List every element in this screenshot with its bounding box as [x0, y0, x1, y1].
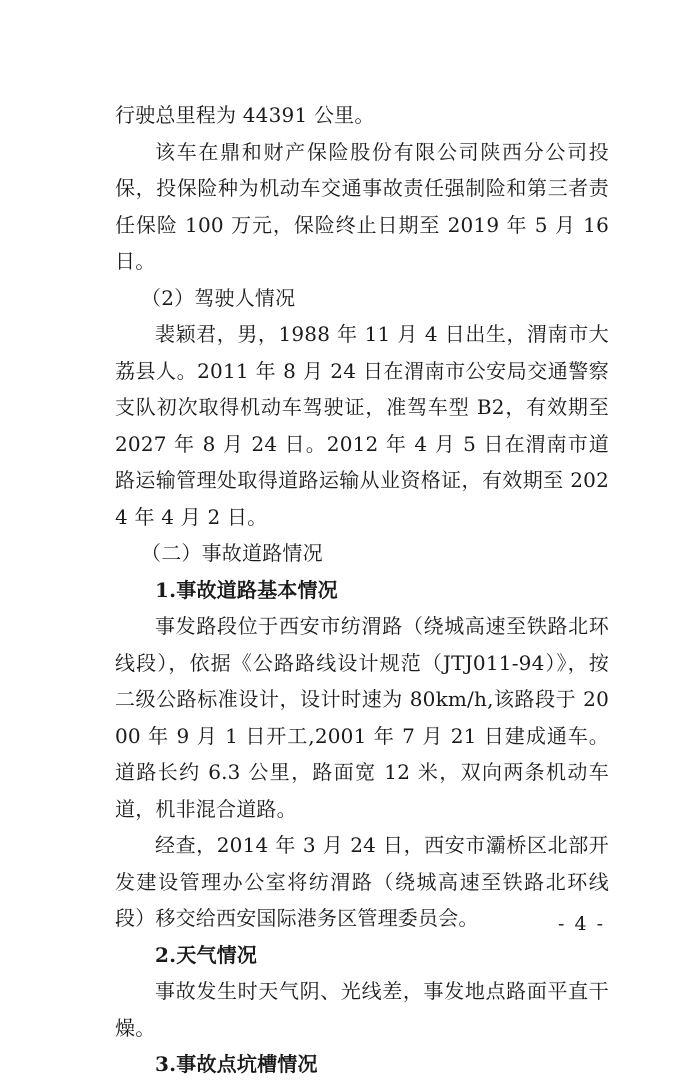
paragraph-weather: 事故发生时天气阴、光线差，事发地点路面平直干燥。 [115, 979, 609, 1040]
page-number: - 4 - [558, 913, 606, 935]
paragraph-insurance: 该车在鼎和财产保险股份有限公司陕西分公司投保，投保险种为机动车交通事故责任强制险和第三者责任保险 100 万元，保险终止日期至 2019 年 5 月 16 日。 [115, 139, 609, 273]
section-heading-road: （二）事故道路情况 [141, 541, 323, 565]
heading-pothole: 3.事故点坑槽情况 [155, 1052, 318, 1076]
subheading-driver: （2）驾驶人情况 [141, 285, 296, 310]
paragraph-road-handover: 经查，2014 年 3 月 24 日，西安市灞桥区北部开发建设管理办公室将纺渭路（绕城高速至铁路北环线段）移交给西安国际港务区管理委员会。 [115, 833, 609, 930]
document-body [115, 97, 609, 1083]
paragraph-mileage: 行驶总里程为 44391 公里。 [115, 103, 375, 127]
heading-weather: 2.天气情况 [155, 942, 258, 967]
paragraph-road-basics: 事发路段位于西安市纺渭路（绕城高速至铁路北环线段），依据《公路路线设计规范（JTJ011-94）》，按二级公路标准设计，设计时速为 80km/h,该路段于 2000 年 9 月 1 日开工,2001 年 7 月 21 日建成通车。道路长约 6.3 公里，路面宽 12 米，双向两条机动车道，机非混合道路。 [115, 614, 609, 821]
heading-road-basics: 1.事故道路基本情况 [155, 577, 338, 602]
paragraph-driver: 裴颖君，男，1988 年 11 月 4 日出生，渭南市大荔县人。2011 年 8 月 24 日在渭南市公安局交通警察支队初次取得机动车驾驶证，准驾车型 B2，有效期至 2027 年 8 月 24 日。2012 年 4 月 5 日在渭南市道路运输管理处取得道路运输从业资格证，有效期至 2024 年 4 月 2 日。 [115, 322, 609, 529]
